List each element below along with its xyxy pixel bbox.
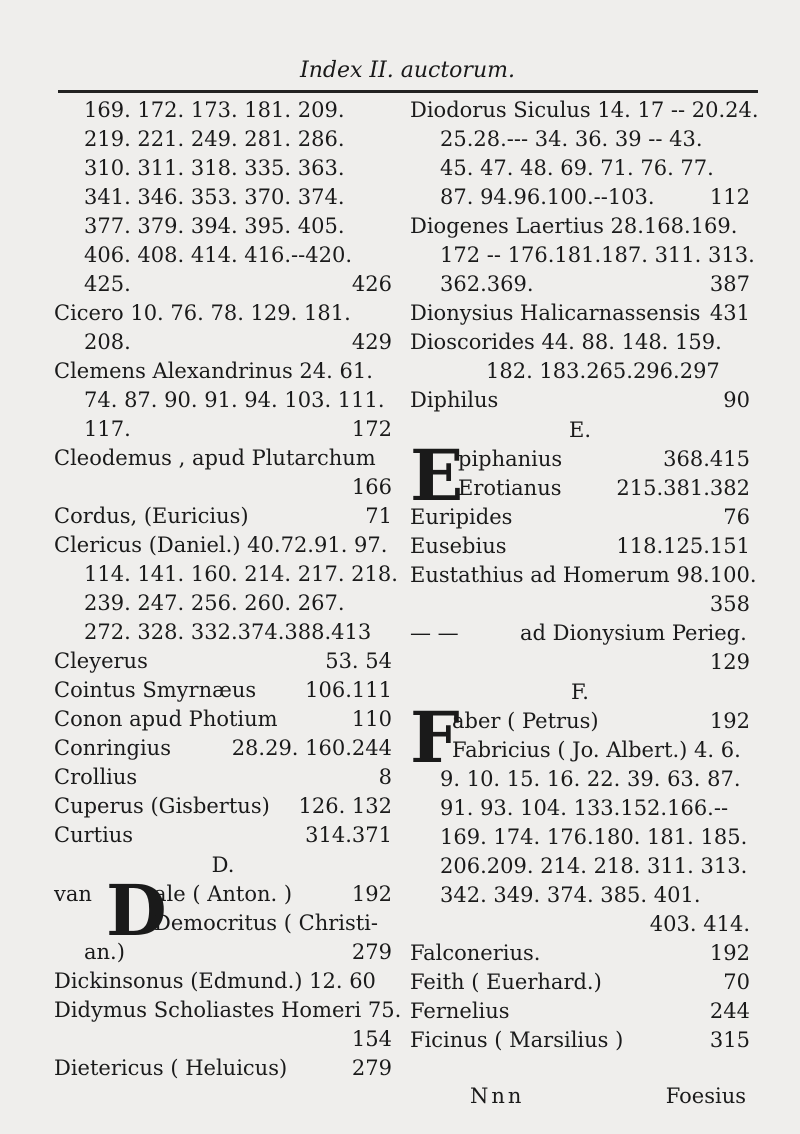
entry-name: Euripides [410,505,513,529]
entry-euripides [410,503,750,532]
entry-name: ale ( Anton. ) [154,882,293,906]
index-line-text: 425. [84,272,131,296]
entry-name: Feith ( Euerhard.) [410,970,602,994]
entry-name: Cordus, (Euricius) [54,504,249,528]
right-column [410,96,759,1055]
entry-name: Democritus ( Christi- [154,911,378,935]
entry-continuation [410,270,750,299]
page-ref: 215.381.382 [616,476,750,500]
index-line [54,270,392,299]
entry-dionysius [410,299,750,328]
entry-didymus: Didymus Scholiastes Homeri 75. [54,998,402,1022]
page-ref: 118.125.151 [616,534,750,558]
section-heading-f: F. [571,680,589,704]
page-ref: 172 [351,417,392,441]
page-ref: 53. 54 [325,649,392,673]
entry-continuation [54,328,392,357]
entry-continuation: 206.209. 214. 218. 311. 313. [440,854,748,878]
page-ref: 429 [351,330,392,354]
entry-fabricius [410,736,750,765]
signature-mark: Nnn [470,1084,525,1108]
index-line: 377. 379. 394. 395. 405. [84,214,345,238]
entry-ad-dionysium [410,619,750,648]
entry-clericus: Clericus (Daniel.) 40.72.91. 97. [54,533,388,557]
entry-epiphanius [410,445,750,474]
entry-continuation: 169. 174. 176.180. 181. 185. [440,825,748,849]
section-heading-e: E. [568,418,591,442]
entry-name: Ficinus ( Marsilius ) [410,1028,624,1052]
entry-continuation: 74. 87. 90. 91. 94. 103. 111. [84,388,385,412]
page-ref: 192 [709,941,750,965]
entry-cointus [54,676,392,705]
entry-name: Fabricius ( Jo. Albert.) 4. 6. [452,738,741,762]
entry-name: Crollius [54,765,138,789]
entry-continuation: 9. 10. 15. 16. 22. 39. 63. 87. [440,767,741,791]
entry-continuation: 114. 141. 160. 214. 217. 218. [84,562,398,586]
entry-diogenes: Diogenes Laertius 28.168.169. [410,214,738,238]
entry-faber [410,707,750,736]
entry-name: aber ( Petrus) [452,709,599,733]
entry-ficinus [410,1026,750,1055]
header-rule [58,90,758,93]
entry-cordus [54,502,392,531]
entry-name: Erotianus [458,476,562,500]
index-line-text: 362.369. [440,272,534,296]
entry-clemens: Clemens Alexandrinus 24. 61. [54,359,373,383]
entry-continuation [54,938,392,967]
dropcap-block-d [54,869,392,967]
index-line-text: 87. 94.96.100.--103. [440,185,655,209]
index-line-text: 208. [84,330,131,354]
entry-name: piphanius [458,447,563,471]
page-ref: 112 [709,185,750,209]
page-ref: 314.371 [305,823,392,847]
entry-continuation [54,1025,392,1054]
page-ref: 106.111 [305,678,392,702]
entry-continuation [410,910,750,939]
entry-name: Curtius [54,823,134,847]
entry-continuation: 182. 183.265.296.297 [486,359,720,383]
entry-continuation: 91. 93. 104. 133.152.166.-- [440,796,729,820]
entry-cleyerus [54,647,392,676]
page-ref: 426 [351,272,392,296]
entry-dickinsonus: Dickinsonus (Edmund.) 12. 60 [54,969,376,993]
page-ref: 129 [709,650,750,674]
index-line: 219. 221. 249. 281. 286. [84,127,345,151]
page-ref: 76 [723,505,750,529]
page-header-title: Index II. auctorum. [300,58,515,83]
page-ref: 315 [709,1028,750,1052]
page-ref: 192 [709,709,750,733]
entry-continuation: 272. 328. 332.374.388.413 [84,620,372,644]
entry-conon [54,705,392,734]
page-ref: 279 [351,1056,392,1080]
page-ref: 192 [351,882,392,906]
index-line: 341. 346. 353. 370. 374. [84,185,345,209]
page-ref: 368.415 [663,447,750,471]
entry-name: Eusebius [410,534,507,558]
index-line-text: 117. [84,417,131,441]
entry-name: Cuperus (Gisbertus) [54,794,270,818]
page-ref: 154 [351,1027,392,1051]
catchword: Foesius [665,1084,746,1108]
entry-name: ad Dionysium Perieg. [520,621,747,645]
section-heading-d: D. [211,853,235,877]
entry-name: Dietericus ( Heluicus) [54,1056,288,1080]
entry-falconerius [410,939,750,968]
entry-continuation [410,183,750,212]
entry-eustathius: Eustathius ad Homerum 98.100. [410,563,757,587]
page-ref: 28.29. 160.244 [231,736,392,760]
entry-dioscorides: Dioscorides 44. 88. 148. 159. [410,330,722,354]
entry-dietericus [54,1054,392,1083]
entry-name: Dionysius Halicarnassensis [410,301,701,325]
entry-name: Cleyerus [54,649,148,673]
page-ref: 244 [709,999,750,1023]
entry-name: Conon apud Photium [54,707,278,731]
page-ref: 71 [365,504,392,528]
entry-continuation [410,648,750,677]
entry-cuperus [54,792,392,821]
left-column [54,96,402,1083]
index-line: 406. 408. 414. 416.--420. [84,243,353,267]
entry-continuation: 172 -- 176.181.187. 311. 313. [440,243,755,267]
entry-continuation [54,473,392,502]
dropcap-f: F [410,696,460,779]
entry-continuation: 25.28.--- 34. 36. 39 -- 43. [440,127,703,151]
entry-cleodemus: Cleodemus , apud Plutarchum [54,446,376,470]
page-ref: 70 [723,970,750,994]
page-ref: 8 [378,765,392,789]
entry-continuation: 45. 47. 48. 69. 71. 76. 77. [440,156,714,180]
entry-diphilus [410,386,750,415]
entry-name: Fernelius [410,999,510,1023]
entry-feith [410,968,750,997]
entry-crollius [54,763,392,792]
page-ref: 126. 132 [298,794,392,818]
entry-continuation: 239. 247. 256. 260. 267. [84,591,345,615]
entry-diodorus: Diodorus Siculus 14. 17 -- 20.24. [410,98,759,122]
entry-continuation: 342. 349. 374. 385. 401. [440,883,701,907]
entry-name: Conringius [54,736,171,760]
index-line-text: an.) [84,940,125,964]
dropcap-e: E [410,434,464,517]
entry-conringius [54,734,392,763]
page-ref: 358 [709,592,750,616]
entry-democritus [54,909,392,938]
entry-continuation [410,590,750,619]
entry-name: Falconerius. [410,941,541,965]
entry-prefix: van [54,882,92,906]
entry-fernelius [410,997,750,1026]
dropcap-d: D [106,869,167,952]
entry-continuation [54,415,392,444]
entry-van-dale [54,880,392,909]
entry-curtius [54,821,392,850]
page-ref: 387 [709,272,750,296]
page-ref: 431 [709,301,750,325]
entry-cicero: Cicero 10. 76. 78. 129. 181. [54,301,351,325]
entry-name: Cointus Smyrnæus [54,678,257,702]
page-ref: 166 [351,475,392,499]
page-ref: 403. 414. [649,912,750,936]
entry-erotianus [410,474,750,503]
entry-eusebius [410,532,750,561]
entry-name: Diphilus [410,388,499,412]
dash-marker: — — [410,621,459,645]
index-line: 169. 172. 173. 181. 209. [84,98,345,122]
page-ref: 279 [351,940,392,964]
index-line: 310. 311. 318. 335. 363. [84,156,345,180]
page-ref: 110 [351,707,392,731]
page-ref: 90 [723,388,750,412]
